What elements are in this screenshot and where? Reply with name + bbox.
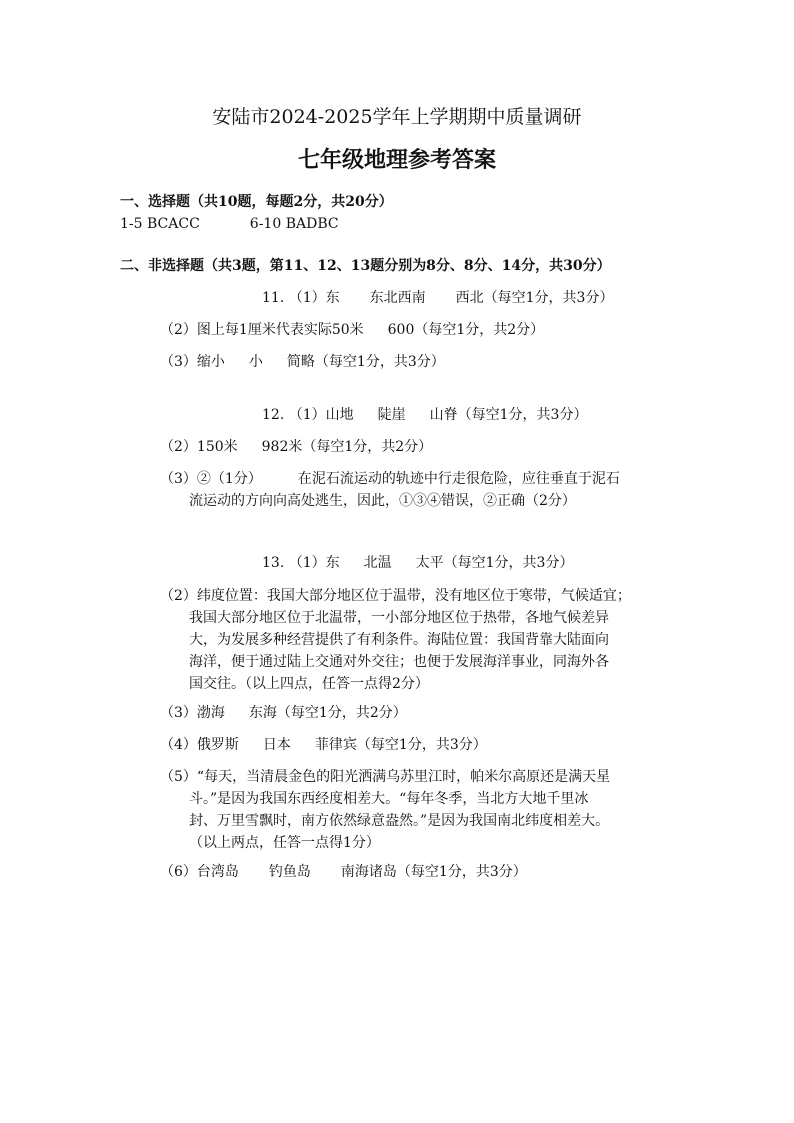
q13-part5-line4: （以上两点，任答一点得1分） [189,835,380,851]
answers-1-5: 1-5 BCACC [120,216,200,232]
document-title: 安陆市2024-2025学年上学期期中质量调研 [212,106,582,128]
q12-part3-cont: 流运动的方向向高处逃生，因此，①③④错误，②正确（2分） [189,493,576,509]
document-subtitle: 七年级地理参考答案 [297,147,496,173]
q11-part1: 11. （1）东 东北西南 西北（每空1分，共3分） [262,290,614,306]
q13-part6: （6）台湾岛 钓鱼岛 南海诸岛（每空1分，共3分） [160,864,527,880]
q12-part2: （2）150米 982米（每空1分，共2分） [160,439,433,455]
q13-part3: （3）渤海 东海（每空1分，共2分） [160,705,407,721]
q13-part2-line4: 海洋，便于通过陆上交通对外交往；也便于发展海洋事业，同海外各 [189,654,609,670]
q13-part5-line1: （5）“每天，当清晨金色的阳光洒满乌苏里江时，帕米尔高原还是满天星 [160,769,611,785]
q13-part2-line1: （2）纬度位置：我国大部分地区位于温带，没有地区位于寒带，气候适宜； [160,588,631,604]
q13-part2-line3: 大，为发展多种经营提供了有利条件。海陆位置：我国背靠大陆面向 [189,632,609,648]
section2-heading: 二、非选择题（共3题，第11、12、13题分别为8分、8分、14分，共30分） [120,258,611,274]
answers-6-10: 6-10 BADBC [249,216,339,232]
q13-part2-line2: 我国大部分地区位于北温带，一小部分地区位于热带，各地气候差异 [189,610,609,626]
q12-part1: 12. （1）山地 陡崖 山脊（每空1分，共3分） [262,407,588,423]
q13-part1: 13. （1）东 北温 太平（每空1分，共3分） [262,555,574,571]
section1-answers [120,215,339,233]
q13-part5-line2: 斗。”是因为我国东西经度相差大。“每年冬季，当北方大地千里冰 [189,791,589,807]
q11-part3: （3）缩小 小 简略（每空1分，共3分） [160,354,445,370]
q11-part2: （2）图上每1厘米代表实际50米 600（每空1分，共2分） [160,322,545,338]
q13-part2-line5: 国交往。（以上四点，任答一点得2分） [189,676,429,692]
q13-part4: （4）俄罗斯 日本 菲律宾（每空1分，共3分） [160,737,487,753]
q12-part3: （3）②（1分） 在泥石流运动的轨迹中行走很危险，应往垂直于泥石 [160,471,620,487]
section1-heading: 一、选择题（共10题，每题2分，共20分） [120,194,393,210]
q13-part5-line3: 封、万里雪飘时，南方依然绿意盎然。”是因为我国南北纬度相差大。 [189,813,610,829]
